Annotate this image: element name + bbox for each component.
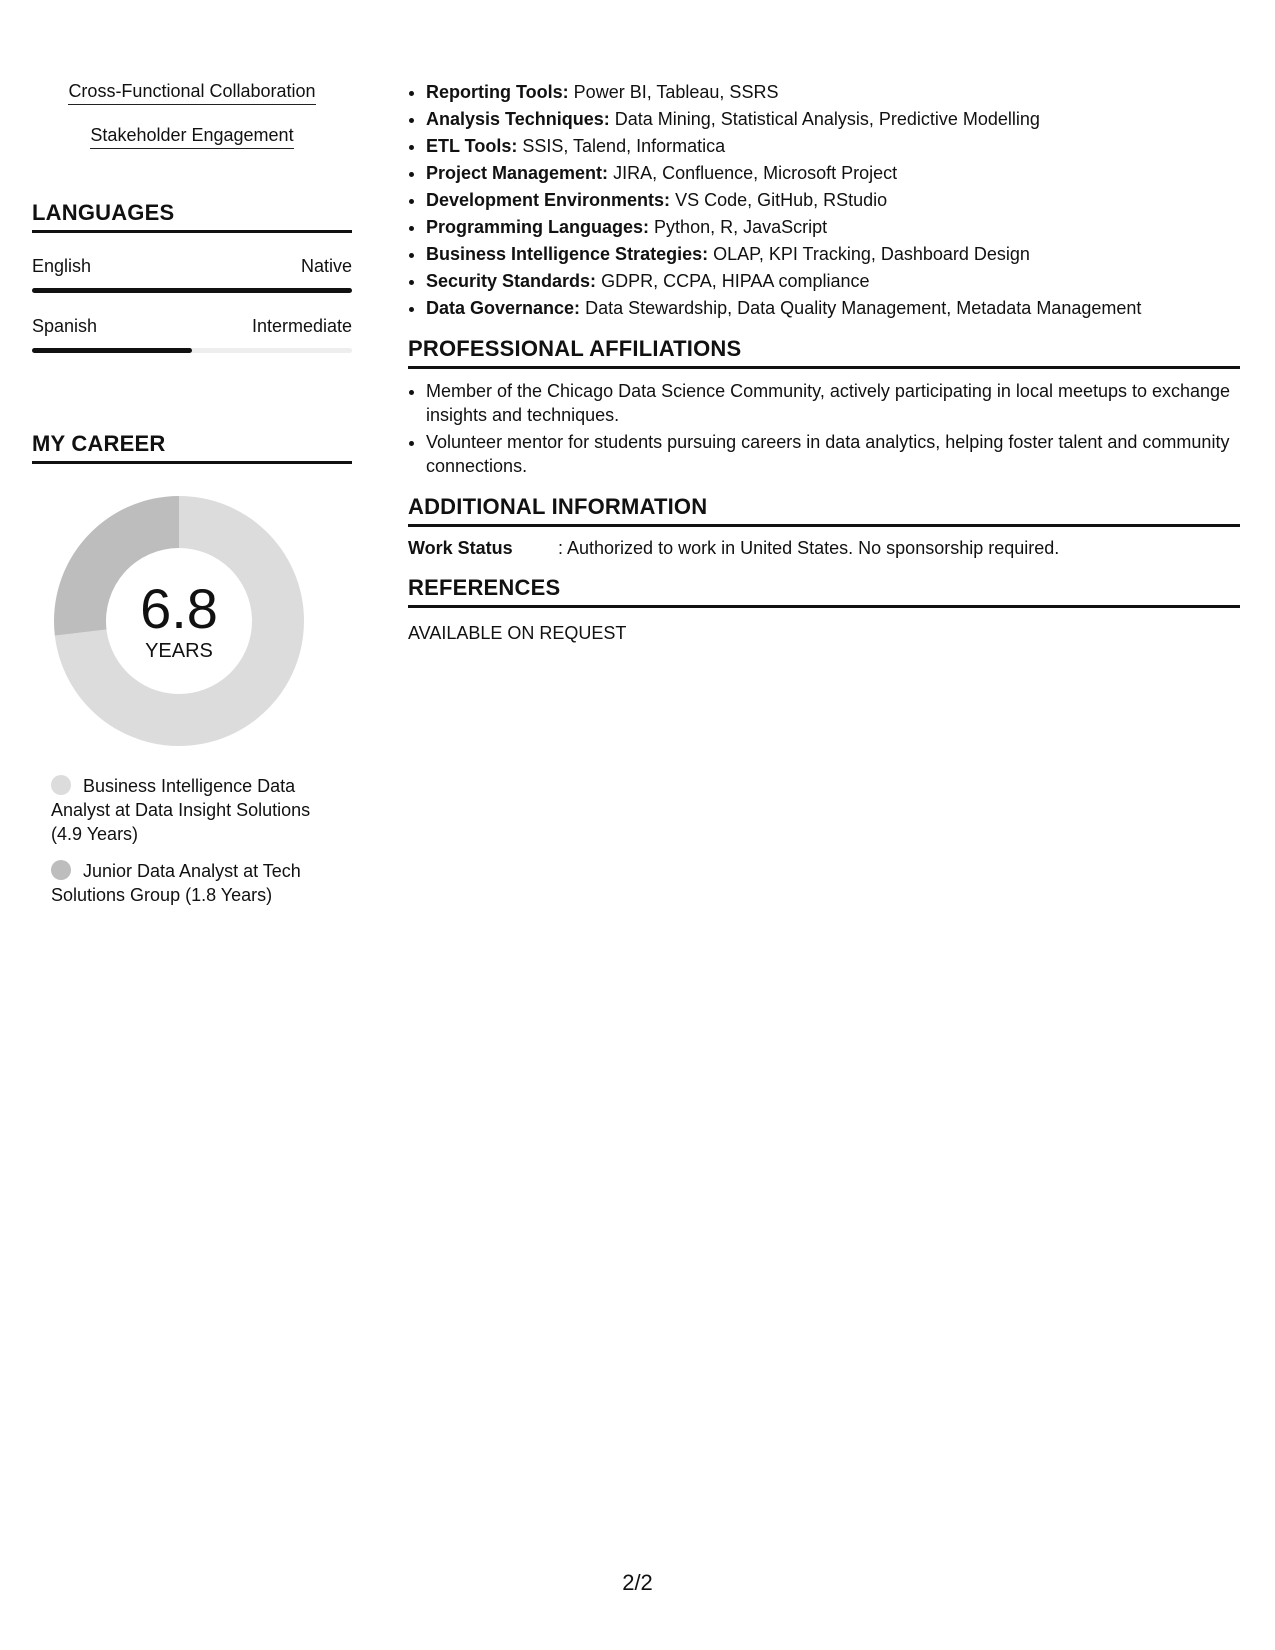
career-donut-chart (54, 496, 304, 746)
language-level: Intermediate (251, 316, 352, 336)
skill-value: Power BI, Tableau, SSRS (573, 82, 779, 102)
language-spanish (32, 315, 352, 353)
skill-label: Development Environments: (426, 190, 671, 210)
skill-value: OLAP, KPI Tracking, Dashboard Design (713, 244, 1030, 264)
skill-label: Data Governance: (426, 298, 581, 318)
language-proficiency-bar (32, 348, 352, 353)
career-role-label: Junior Data Analyst at Tech Solutions Group (1.8 Years) (51, 861, 301, 905)
language-proficiency-bar (32, 288, 352, 293)
work-status-row (408, 537, 1240, 559)
skill-item (426, 188, 1240, 212)
affiliation-item: • Volunteer mentor for students pursuing careers in data analytics, helping foster talent and community connections. (426, 430, 1240, 478)
skill-label: Business Intelligence Strategies: (426, 244, 709, 264)
career-years-unit: YEARS (145, 640, 213, 662)
career-heading: MY CAREER (32, 431, 352, 464)
language-proficiency-fill (32, 288, 352, 293)
skills-list (408, 80, 1240, 320)
main-content (408, 80, 1240, 644)
career-total-years: 6.8 (140, 577, 218, 640)
language-name: Spanish (32, 316, 98, 336)
skill-item (426, 80, 1240, 104)
career-legend-item (51, 774, 341, 846)
language-proficiency-fill (32, 348, 192, 353)
skill-item (426, 161, 1240, 185)
skill-label: ETL Tools: (426, 136, 518, 156)
career-role-label: Business Intelligence Data Analyst at Data Insight Solutions (4.9 Years) (51, 776, 311, 844)
skill-value: Python, R, JavaScript (654, 217, 828, 237)
language-name: English (32, 256, 92, 276)
skill-item (426, 134, 1240, 158)
skill-value: SSIS, Talend, Informatica (522, 136, 726, 156)
language-level: Native (300, 256, 352, 276)
skill-tag: Stakeholder Engagement (90, 124, 293, 149)
legend-dot (51, 860, 71, 880)
career-legend (51, 774, 341, 907)
skill-item (426, 269, 1240, 293)
sidebar (32, 80, 352, 920)
skill-label: Analysis Techniques: (426, 109, 610, 129)
references-heading: REFERENCES (408, 575, 1240, 608)
skill-item (426, 107, 1240, 131)
languages-heading: LANGUAGES (32, 200, 352, 233)
page-number: 2/2 (622, 1570, 653, 1595)
skill-value: GDPR, CCPA, HIPAA compliance (601, 271, 870, 291)
career-legend-item (51, 859, 341, 907)
skill-label: Security Standards: (426, 271, 597, 291)
skill-label: Programming Languages: (426, 217, 650, 237)
skill-label: Project Management: (426, 163, 609, 183)
skill-value: Data Stewardship, Data Quality Management, Metadata Management (585, 298, 1142, 318)
donut-center (54, 496, 304, 746)
work-status-value: : Authorized to work in United States. No sponsorship required. (558, 538, 1060, 558)
skill-label: Reporting Tools: (426, 82, 569, 102)
language-english (32, 255, 352, 293)
affiliations-heading: PROFESSIONAL AFFILIATIONS (408, 336, 1240, 369)
legend-dot (51, 775, 71, 795)
skill-value: JIRA, Confluence, Microsoft Project (613, 163, 898, 183)
skill-value: VS Code, GitHub, RStudio (675, 190, 888, 210)
work-status-label: Work Status (408, 538, 513, 558)
skill-item (426, 215, 1240, 239)
skill-tags (32, 80, 352, 168)
references-text: AVAILABLE ON REQUEST (408, 623, 627, 643)
skill-value: Data Mining, Statistical Analysis, Predictive Modelling (614, 109, 1040, 129)
additional-info-heading: ADDITIONAL INFORMATION (408, 494, 1240, 527)
skill-tag: Cross-Functional Collaboration (68, 80, 315, 105)
skill-item (426, 242, 1240, 266)
skill-item (426, 296, 1240, 320)
affiliation-item: • Member of the Chicago Data Science Community, actively participating in local meetups to exchange insights and techniques. (426, 379, 1240, 427)
affiliations-list (408, 379, 1240, 478)
